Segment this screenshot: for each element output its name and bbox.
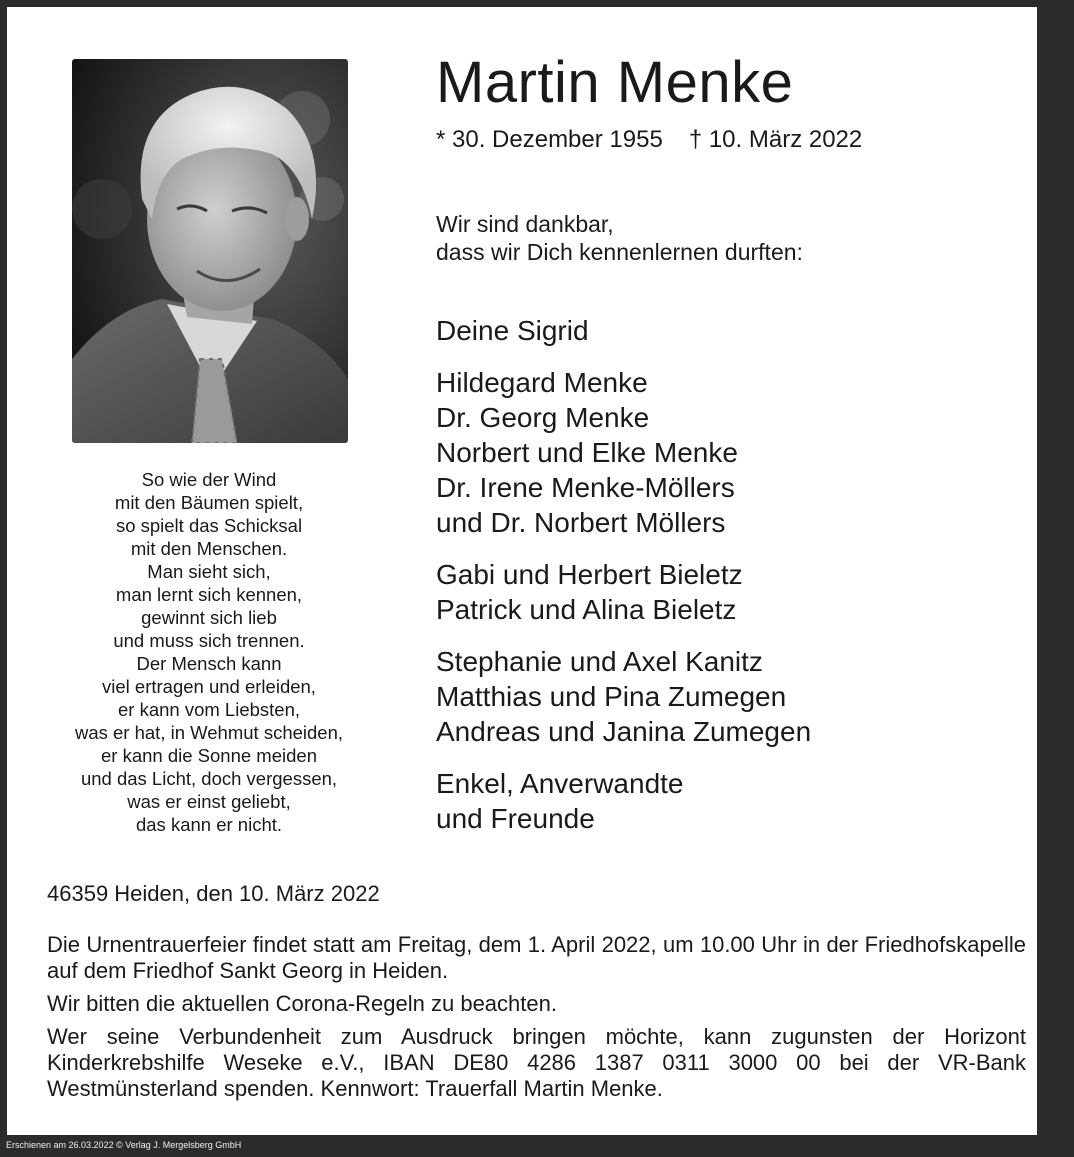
poem xyxy=(7,468,411,836)
publication-footer: Erschienen am 26.03.2022 © Verlag J. Mergelsberg GmbH xyxy=(6,1140,242,1150)
notice-paragraph: Die Urnentrauerfeier findet statt am Freitag, dem 1. April 2022, um 10.00 Uhr in der Friedhofskapelle auf dem Friedhof Sankt Georg in Heiden. xyxy=(47,932,1026,983)
poem-line: viel ertragen und erleiden, xyxy=(102,676,316,697)
mourner-group xyxy=(436,365,811,540)
poem-line: gewinnt sich lieb xyxy=(141,607,277,628)
portrait-photo xyxy=(72,59,348,443)
poem-line: Man sieht sich, xyxy=(147,561,271,582)
mourner-group xyxy=(436,644,811,749)
poem-line: mit den Bäumen spielt, xyxy=(114,492,304,513)
mourner-name: und Dr. Norbert Möllers xyxy=(436,507,726,538)
mourner-name: Stephanie und Axel Kanitz xyxy=(436,646,763,677)
mourner-name: Deine Sigrid xyxy=(436,315,589,346)
mourner-name: Gabi und Herbert Bieletz xyxy=(436,559,743,590)
obituary-page xyxy=(7,7,1037,1135)
deceased-name: Martin Menke xyxy=(436,50,794,115)
life-dates xyxy=(436,126,862,154)
mourner-name: Dr. Irene Menke-Möllers xyxy=(436,472,735,503)
poem-line: er kann die Sonne meiden xyxy=(101,745,317,766)
mourner-name: Enkel, Anverwandte xyxy=(436,768,684,799)
poem-line: mit den Menschen. xyxy=(130,538,288,559)
gratitude-text xyxy=(436,210,803,266)
funeral-notice xyxy=(47,932,1026,1109)
poem-line: Der Mensch kann xyxy=(136,653,282,674)
death-date: † 10. März 2022 xyxy=(688,126,863,153)
mourner-group xyxy=(436,766,811,836)
gratitude-line: dass wir Dich kennenlernen durften: xyxy=(436,239,803,265)
poem-line: das kann er nicht. xyxy=(135,814,283,835)
poem-line: er kann vom Liebsten, xyxy=(117,699,301,720)
mourner-name: Andreas und Janina Zumegen xyxy=(436,716,812,747)
mourners-list xyxy=(436,313,811,853)
notice-paragraph: Wer seine Verbundenheit zum Ausdruck bringen möchte, kann zugunsten der Horizont Kinderkrebshilfe Weseke e.V., IBAN DE80 4286 1387 0311 3000 00 bei der VR-Bank Westmünsterland spenden. Kennwort: Trauerfall Martin Menke. xyxy=(47,1024,1026,1101)
birth-date: * 30. Dezember 1955 xyxy=(436,126,663,153)
poem-line: man lernt sich kennen, xyxy=(115,584,303,605)
mourner-name: Patrick und Alina Bieletz xyxy=(436,594,737,625)
poem-line: und das Licht, doch vergessen, xyxy=(80,768,338,789)
mourner-group xyxy=(436,313,811,348)
poem-line: was er einst geliebt, xyxy=(127,791,291,812)
poem-line: was er hat, in Wehmut scheiden, xyxy=(74,722,344,743)
mourner-group xyxy=(436,557,811,627)
mourner-name: Matthias und Pina Zumegen xyxy=(436,681,787,712)
notice-paragraph: Wir bitten die aktuellen Corona-Regeln zu beachten. xyxy=(47,991,557,1016)
gratitude-line: Wir sind dankbar, xyxy=(436,211,614,237)
poem-line: So wie der Wind xyxy=(141,469,277,490)
mourner-name: Hildegard Menke xyxy=(436,367,648,398)
mourner-name: Norbert und Elke Menke xyxy=(436,437,738,468)
mourner-name: und Freunde xyxy=(436,803,595,834)
poem-line: und muss sich trennen. xyxy=(113,630,305,651)
mourner-name: Dr. Georg Menke xyxy=(436,402,650,433)
place-date: 46359 Heiden, den 10. März 2022 xyxy=(47,881,380,906)
poem-line: so spielt das Schicksal xyxy=(115,515,303,536)
